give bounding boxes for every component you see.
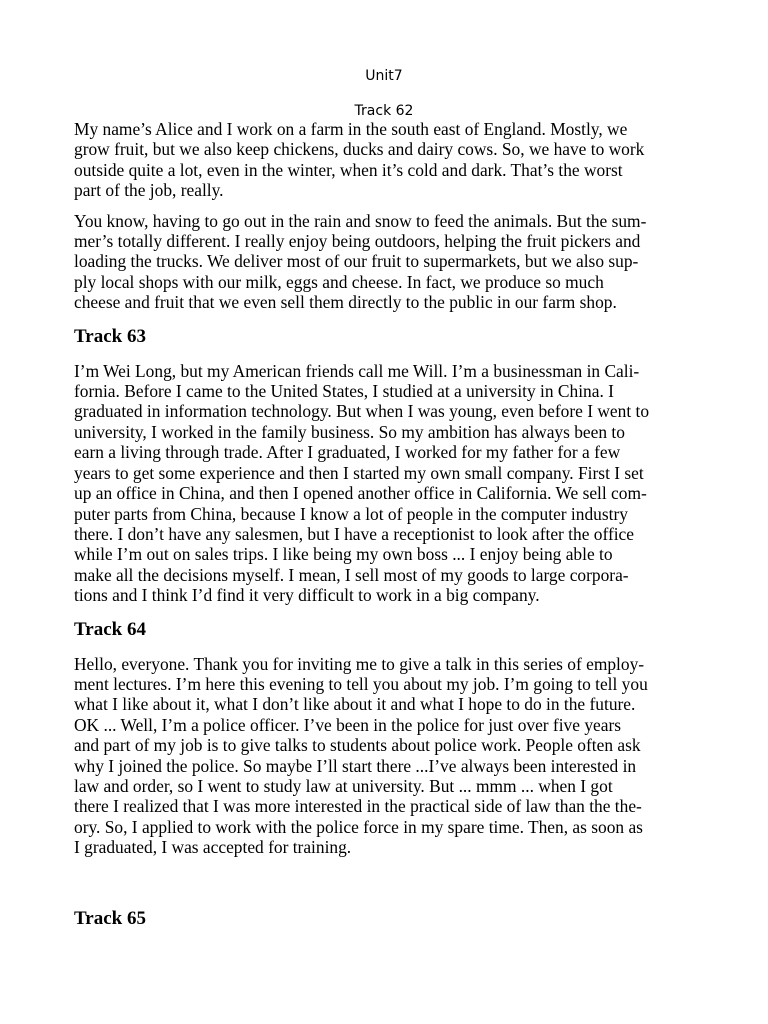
track-63-heading: Track 63 [74,325,146,347]
text-line: make all the decisions myself. I mean, I sell most of my goods to large corpora- [74,564,629,585]
document-body [74,119,698,930]
text-line: ply local shops with our milk, eggs and cheese. In fact, we produce so much [74,271,604,292]
text-line: tions and I think I’d find it very difficult to work in a big company. [74,585,540,606]
text-line: while I’m out on sales trips. I like being my own boss ... I enjoy being able to [74,544,613,565]
track-62-label: Track 62 [354,103,414,119]
track-64-paragraph [74,654,698,858]
text-line: part of the job, really. [74,180,224,201]
text-line: cheese and fruit that we even sell them directly to the public in our farm shop. [74,292,617,313]
text-line: university, I worked in the family business. So my ambition has always been to [74,421,625,442]
text-line: what I like about it, what I don’t like about it and what I hope to do in the future. [74,694,636,715]
text-line: law and order, so I went to study law at university. But ... mmm ... when I got [74,775,613,796]
text-line: I graduated, I was accepted for training. [74,837,352,858]
text-line: Hello, everyone. Thank you for inviting me to give a talk in this series of employ- [74,653,645,674]
text-line: ory. So, I applied to work with the police force in my spare time. Then, as soon as [74,816,643,837]
text-line: puter parts from China, because I know a lot of people in the computer industry [74,503,628,524]
text-line: up an office in China, and then I opened another office in California. We sell com- [74,483,647,504]
text-line: why I joined the police. So maybe I’ll start there ...I’ve always been interested in [74,755,637,776]
text-line: years to get some experience and then I started my own small company. First I set [74,462,644,483]
unit-title: Unit7 [365,68,403,84]
text-line: outside quite a lot, even in the winter, when it’s cold and dark. That’s the worst [74,159,623,180]
text-line: ment lectures. I’m here this evening to tell you about my job. I’m going to tell you [74,673,648,694]
text-line: and part of my job is to give talks to students about police work. People often ask [74,735,641,756]
text-line: I’m Wei Long, but my American friends call me Will. I’m a businessman in Cali- [74,360,640,381]
track-65-heading: Track 65 [74,907,146,929]
track-62-paragraph-2 [74,211,698,313]
track-62-paragraph-1 [74,119,698,201]
text-line: OK ... Well, I’m a police officer. I’ve been in the police for just over five years [74,714,622,735]
text-line: graduated in information technology. But when I was young, even before I went to [74,401,650,422]
text-line: loading the trucks. We deliver most of our fruit to supermarkets, but we also sup- [74,251,639,272]
text-line: earn a living through trade. After I graduated, I worked for my father for a few [74,442,621,463]
text-line: grow fruit, but we also keep chickens, ducks and dairy cows. So, we have to work [74,139,645,160]
text-line: You know, having to go out in the rain and snow to feed the animals. But the sum- [74,210,647,231]
text-line: mer’s totally different. I really enjoy being outdoors, helping the fruit pickers and [74,231,641,252]
track-64-heading: Track 64 [74,618,146,640]
text-line: there I realized that I was more interested in the practical side of law than the the- [74,796,642,817]
text-line: there. I don’t have any salesmen, but I have a receptionist to look after the office [74,523,634,544]
track-63-paragraph [74,361,698,606]
text-line: fornia. Before I came to the United States, I studied at a university in China. I [74,381,614,402]
text-line: My name’s Alice and I work on a farm in the south east of England. Mostly, we [74,119,628,139]
